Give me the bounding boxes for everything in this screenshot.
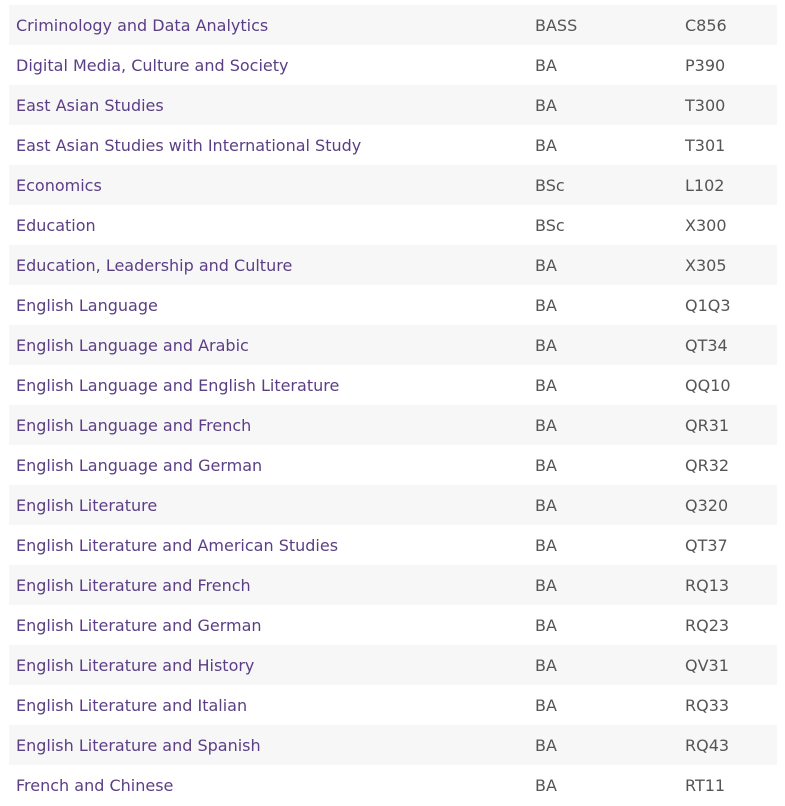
course-name-link[interactable]: Education, Leadership and Culture [16,255,293,275]
table-row [9,325,777,365]
course-name-link[interactable]: Criminology and Data Analytics [16,15,269,35]
course-name-link[interactable]: English Language and Arabic [16,335,249,355]
degree-type-cell: BASS [535,15,578,35]
ucas-code-cell: X305 [685,255,727,275]
degree-type-cell: BA [535,735,557,755]
table-row [9,45,777,85]
course-table [9,5,777,805]
degree-type-cell: BA [535,535,557,555]
degree-type-cell: BA [535,775,557,795]
course-name-link[interactable]: English Language and English Literature [16,375,340,395]
table-row [9,245,777,285]
degree-type-cell: BA [535,135,557,155]
ucas-code-cell: QT34 [685,335,728,355]
degree-type-cell: BA [535,655,557,675]
course-name-cell [9,245,528,285]
course-name-link[interactable]: East Asian Studies with International Study [16,135,362,155]
table-row [9,365,777,405]
table-row [9,525,777,565]
ucas-code-cell: T301 [685,135,726,155]
course-name-cell [9,205,528,245]
degree-type-cell: BA [535,295,557,315]
degree-type-cell: BA [535,335,557,355]
table-row [9,565,777,605]
ucas-code-cell: QR32 [685,455,730,475]
table-row [9,765,777,805]
course-name-link[interactable]: East Asian Studies [16,95,164,115]
table-row [9,125,777,165]
table-row [9,205,777,245]
table-row [9,645,777,685]
course-name-link[interactable]: English Literature and American Studies [16,535,339,555]
ucas-code-cell: Q320 [685,495,729,515]
course-name-cell [9,325,528,365]
course-name-link[interactable]: English Literature and History [16,655,255,675]
ucas-code-cell: P390 [685,55,726,75]
degree-type-cell: BA [535,95,557,115]
degree-type-cell: BA [535,695,557,715]
degree-type-cell: BA [535,415,557,435]
course-name-cell [9,725,528,765]
ucas-code-cell: RT11 [685,775,726,795]
course-name-cell [9,365,528,405]
degree-type-cell: BA [535,375,557,395]
table-row [9,405,777,445]
ucas-code-cell: RQ13 [685,575,730,595]
ucas-code-cell: RQ43 [685,735,730,755]
course-name-cell [9,525,528,565]
table-row [9,85,777,125]
course-name-link[interactable]: English Language and French [16,415,252,435]
ucas-code-cell: RQ23 [685,615,730,635]
course-name-cell [9,645,528,685]
table-row [9,605,777,645]
degree-type-cell: BA [535,575,557,595]
course-name-cell [9,605,528,645]
course-name-cell [9,405,528,445]
table-row [9,725,777,765]
course-name-cell [9,445,528,485]
course-name-link[interactable]: English Literature and German [16,615,262,635]
ucas-code-cell: T300 [685,95,726,115]
course-name-link[interactable]: English Literature and Spanish [16,735,261,755]
table-row [9,165,777,205]
course-name-cell [9,765,528,805]
table-row [9,445,777,485]
course-table-body [9,5,777,805]
degree-type-cell: BA [535,455,557,475]
course-name-cell [9,565,528,605]
course-name-link[interactable]: French and Chinese [16,775,174,795]
table-row [9,5,777,45]
course-name-link[interactable]: Education [16,215,96,235]
ucas-code-cell: QT37 [685,535,728,555]
degree-type-cell: BA [535,255,557,275]
ucas-code-cell: Q1Q3 [685,295,731,315]
course-name-cell [9,85,528,125]
course-name-cell [9,45,528,85]
ucas-code-cell: QQ10 [685,375,731,395]
ucas-code-cell: X300 [685,215,727,235]
course-name-cell [9,165,528,205]
degree-type-cell: BA [535,495,557,515]
ucas-code-cell: RQ33 [685,695,730,715]
course-name-cell [9,685,528,725]
ucas-code-cell: QR31 [685,415,730,435]
degree-type-cell: BA [535,615,557,635]
course-name-link[interactable]: English Literature [16,495,158,515]
ucas-code-cell: QV31 [685,655,729,675]
table-row [9,685,777,725]
course-name-link[interactable]: English Literature and Italian [16,695,248,715]
degree-type-cell: BSc [535,175,565,195]
course-name-cell [9,5,528,45]
ucas-code-cell: C856 [685,15,727,35]
table-row [9,285,777,325]
degree-type-cell: BSc [535,215,565,235]
degree-type-cell: BA [535,55,557,75]
course-name-link[interactable]: English Literature and French [16,575,251,595]
course-name-link[interactable]: Digital Media, Culture and Society [16,55,289,75]
table-row [9,485,777,525]
ucas-code-cell: L102 [685,175,725,195]
course-name-link[interactable]: Economics [16,175,102,195]
course-name-cell [9,125,528,165]
course-name-link[interactable]: English Language and German [16,455,263,475]
course-name-link[interactable]: English Language [16,295,158,315]
course-name-cell [9,485,528,525]
course-name-cell [9,285,528,325]
